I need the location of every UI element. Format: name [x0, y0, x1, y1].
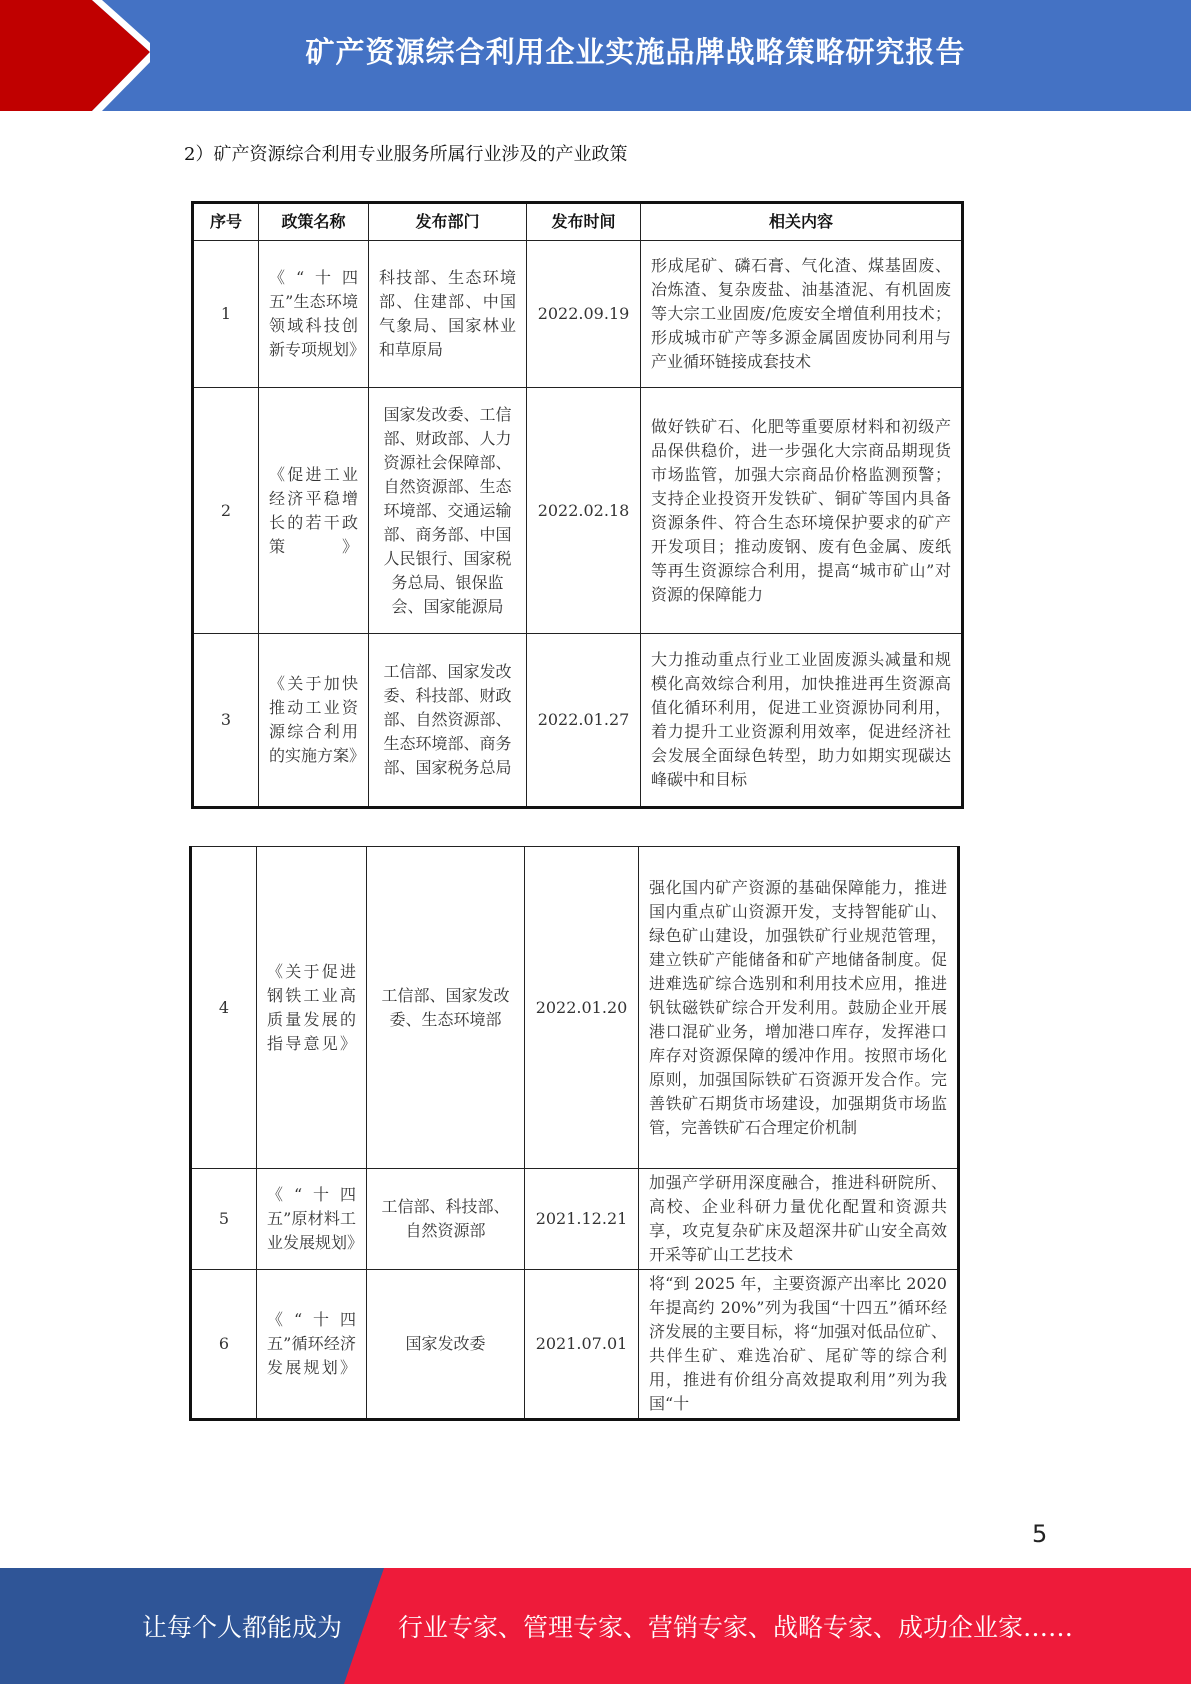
cell-name: 《“十四五”生态环境领域科技创新专项规划》 — [259, 241, 369, 388]
cell-no: 5 — [191, 1169, 257, 1270]
cell-date: 2022.01.27 — [527, 634, 641, 808]
page-header — [0, 0, 1191, 111]
section-heading: 2）矿产资源综合利用专业服务所属行业涉及的产业政策 — [184, 144, 628, 165]
header-dept: 发布部门 — [369, 203, 527, 241]
table-row — [193, 388, 963, 634]
table-header-row — [193, 203, 963, 241]
cell-dept: 工信部、科技部、自然资源部 — [367, 1169, 525, 1270]
page-footer — [0, 1568, 1191, 1684]
cell-no: 2 — [193, 388, 259, 634]
cell-no: 6 — [191, 1270, 257, 1420]
cell-date: 2022.02.18 — [527, 388, 641, 634]
cell-name: 《促进工业经济平稳增长的若干政策》 — [259, 388, 369, 634]
table-row — [191, 847, 959, 1169]
cell-content: 加强产学研用深度融合，推进科研院所、高校、企业科研力量优化配置和资源共享，攻克复杂矿床及超深井矿山安全高效开采等矿山工艺技术 — [639, 1169, 959, 1270]
cell-no: 4 — [191, 847, 257, 1169]
page-number: 5 — [1032, 1520, 1048, 1548]
cell-date: 2021.12.21 — [525, 1169, 639, 1270]
cell-date: 2022.01.20 — [525, 847, 639, 1169]
table-row — [191, 1270, 959, 1420]
cell-content: 大力推动重点行业工业固废源头减量和规模化高效综合利用，加快推进再生资源高值化循环利用，促进工业资源协同利用，着力提升工业资源利用效率，促进经济社会发展全面绿色转型，助力如期实现碳达峰碳中和目标 — [641, 634, 963, 808]
cell-no: 3 — [193, 634, 259, 808]
table-row — [193, 241, 963, 388]
cell-content: 做好铁矿石、化肥等重要原材料和初级产品保供稳价，进一步强化大宗商品期现货市场监管，加强大宗商品价格监测预警；支持企业投资开发铁矿、铜矿等国内具备资源条件、符合生态环境保护要求的矿产开发项目；推动废钢、废有色金属、废纸等再生资源综合利用，提高“城市矿山”对资源的保障能力 — [641, 388, 963, 634]
policy-table-part-2 — [189, 846, 960, 1421]
cell-dept: 工信部、国家发改委、生态环境部 — [367, 847, 525, 1169]
cell-dept: 工信部、国家发改委、科技部、财政部、自然资源部、生态环境部、商务部、国家税务总局 — [369, 634, 527, 808]
header-name: 政策名称 — [259, 203, 369, 241]
cell-name: 《“十四五”循环经济发展规划》 — [257, 1270, 367, 1420]
policy-table-part-1 — [191, 201, 964, 809]
cell-dept: 科技部、生态环境部、住建部、中国气象局、国家林业和草原局 — [369, 241, 527, 388]
cell-dept: 国家发改委、工信部、财政部、人力资源社会保障部、自然资源部、生态环境部、交通运输部、商务部、中国人民银行、国家税务总局、银保监会、国家能源局 — [369, 388, 527, 634]
header-no: 序号 — [193, 203, 259, 241]
cell-name: 《“十四五”原材料工业发展规划》 — [257, 1169, 367, 1270]
header-date: 发布时间 — [527, 203, 641, 241]
cell-content: 将“到 2025 年，主要资源产出率比 2020 年提高约 20%”列为我国“十四五”循环经济发展的主要目标，将“加强对低品位矿、共伴生矿、难选冶矿、尾矿等的综合利用，推进有价组分高效提取利用”列为我国“十 — [639, 1270, 959, 1420]
cell-no: 1 — [193, 241, 259, 388]
table-row — [193, 634, 963, 808]
footer-slogan-left: 让每个人都能成为 — [142, 1613, 343, 1642]
header-content: 相关内容 — [641, 203, 963, 241]
cell-content: 形成尾矿、磷石膏、气化渣、煤基固废、冶炼渣、复杂废盐、油基渣泥、有机固废等大宗工业固废/危废安全增值利用技术；形成城市矿产等多源金属固废协同利用与产业循环链接成套技术 — [641, 241, 963, 388]
table-row — [191, 1169, 959, 1270]
cell-name: 《关于促进钢铁工业高质量发展的指导意见》 — [257, 847, 367, 1169]
cell-date: 2021.07.01 — [525, 1270, 639, 1420]
cell-name: 《关于加快推动工业资源综合利用的实施方案》 — [259, 634, 369, 808]
cell-date: 2022.09.19 — [527, 241, 641, 388]
footer-slogan-right: 行业专家、管理专家、营销专家、战略专家、成功企业家…… — [398, 1613, 1074, 1642]
header-chevron-graphic — [0, 0, 150, 111]
cell-dept: 国家发改委 — [367, 1270, 525, 1420]
header-title: 矿产资源综合利用企业实施品牌战略策略研究报告 — [305, 34, 966, 69]
cell-content: 强化国内矿产资源的基础保障能力，推进国内重点矿山资源开发，支持智能矿山、绿色矿山建设，加强铁矿行业规范管理，建立铁矿产能储备和矿产地储备制度。促进难选矿综合选别和利用技术应用，推进钒钛磁铁矿综合开发利用。鼓励企业开展港口混矿业务，增加港口库存，发挥港口库存对资源保障的缓冲作用。按照市场化原则，加强国际铁矿石资源开发合作。完善铁矿石期货市场建设，加强期货市场监管，完善铁矿石合理定价机制 — [639, 847, 959, 1169]
